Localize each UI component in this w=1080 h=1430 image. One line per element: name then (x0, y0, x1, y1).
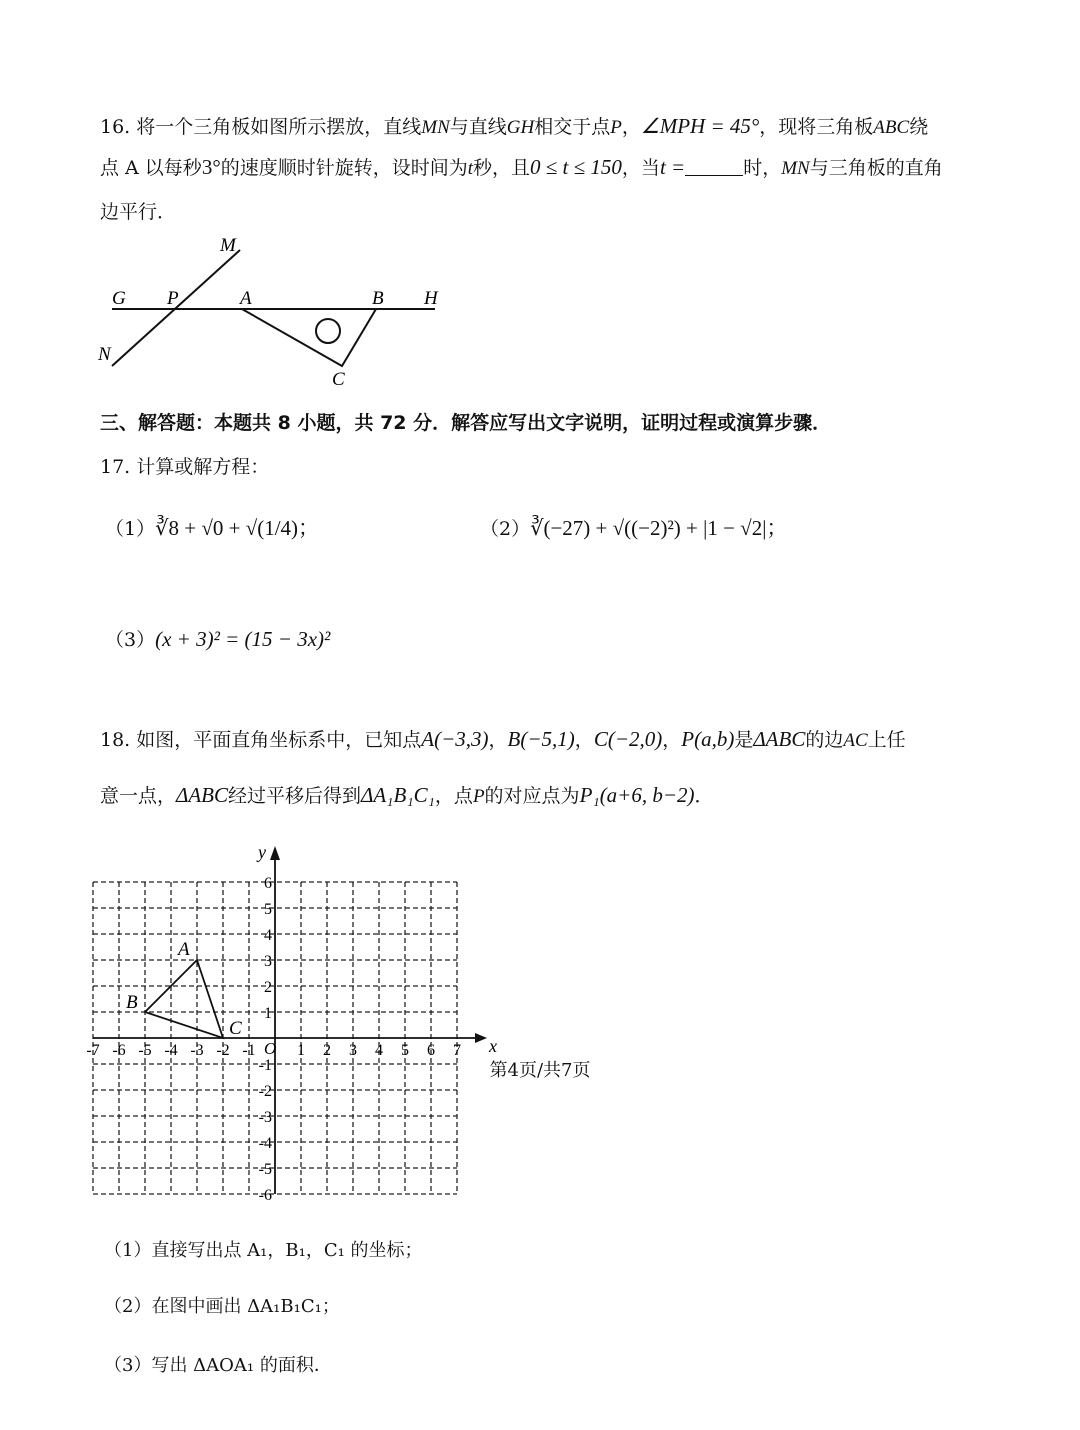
coordinate-grid-chart (86, 830, 510, 1205)
y-tick-label: 4 (264, 927, 272, 944)
label-P: P (167, 288, 179, 309)
triangle-abc (145, 960, 223, 1038)
y-tick-label: -4 (258, 1135, 272, 1152)
vertex-label-b: B (126, 992, 138, 1013)
x-tick-label: 7 (453, 1042, 461, 1059)
y-tick-label: 3 (264, 953, 272, 970)
x-tick-label: -4 (164, 1042, 178, 1059)
x-tick-label: 1 (297, 1042, 305, 1059)
y-tick-label: 6 (264, 875, 272, 892)
x-tick-label: -6 (112, 1042, 126, 1059)
y-tick-label: 2 (264, 979, 272, 996)
label-G: G (112, 288, 126, 309)
x-tick-label: 3 (349, 1042, 357, 1059)
x-axis-label: x (489, 1036, 497, 1056)
y-tick-label: -3 (258, 1109, 272, 1126)
section-title: 三、解答题：本题共 8 小题，共 72 分．解答应写出文字说明，证明过程或演算步骤． (100, 412, 832, 434)
x-tick-label: -5 (138, 1042, 152, 1059)
y-tick-label: 1 (264, 1005, 272, 1022)
x-tick-label: 6 (427, 1042, 435, 1059)
page-footer: 第4页/共7页 (489, 1060, 591, 1081)
x-tick-label: 2 (323, 1042, 331, 1059)
label-A: A (240, 288, 252, 309)
q17-part2: （2）∛(−27) + √((−2)²) + |1 − √2|； (480, 516, 788, 540)
q16-line3: 边平行． (100, 201, 177, 223)
q18-line1: 18. 如图，平面直角坐标系中，已知点A(−3,3)，B(−5,1)，C(−2,0)，P(a,b)是ΔABC的边AC上任 (100, 727, 906, 751)
q18-sub2: （2）在图中画出 ΔA₁B₁C₁； (104, 1296, 340, 1317)
origin-label: O (264, 1039, 277, 1058)
q17-title: 17. 计算或解方程： (100, 456, 270, 478)
vertex-label-c: C (229, 1018, 242, 1039)
y-tick-label: 5 (264, 901, 272, 918)
answer-blank[interactable] (685, 157, 743, 176)
x-tick-label: -1 (242, 1042, 256, 1059)
q17-part1: （1）∛8 + √0 + √(1/4)； (105, 516, 320, 540)
q18-sub1: （1）直接写出点 A₁，B₁，C₁ 的坐标； (104, 1240, 423, 1261)
x-tick-label: 4 (375, 1042, 383, 1059)
y-tick-label: -1 (258, 1057, 272, 1074)
label-N: N (98, 344, 111, 365)
label-C: C (332, 369, 345, 390)
x-axis-arrow (475, 1033, 487, 1043)
q16-figure (90, 228, 460, 396)
y-axis-arrow (270, 846, 280, 860)
label-M: M (220, 235, 236, 256)
q18-sub3: （3）写出 ΔAOA₁ 的面积． (104, 1355, 332, 1376)
x-tick-label: 5 (401, 1042, 409, 1059)
q16-line1: 16. 将一个三角板如图所示摆放，直线MN与直线GH相交于点P，∠MPH = 45°，现将三角板ABC绕 (100, 114, 929, 138)
y-tick-label: -5 (258, 1161, 272, 1178)
q18-line2: 意一点，ΔABC经过平移后得到ΔA₁B₁C₁，点P的对应点为P₁(a+6, b−2)． (100, 783, 714, 807)
vertex-label-a: A (178, 939, 190, 960)
q16-line2: 点 A 以每秒3°的速度顺时针旋转，设时间为t秒，且0 ≤ t ≤ 150，当t = 时，MN与三角板的直角 (100, 155, 943, 179)
y-tick-label: -2 (258, 1083, 272, 1100)
x-tick-label: -3 (190, 1042, 204, 1059)
label-B: B (372, 288, 384, 309)
label-H: H (424, 288, 438, 309)
q17-part3: （3）(x + 3)² = (15 − 3x)² (105, 627, 331, 651)
x-tick-label: -2 (216, 1042, 230, 1059)
y-tick-label: -6 (258, 1187, 272, 1204)
y-axis-label: y (258, 842, 266, 862)
x-tick-label: -7 (86, 1042, 100, 1059)
